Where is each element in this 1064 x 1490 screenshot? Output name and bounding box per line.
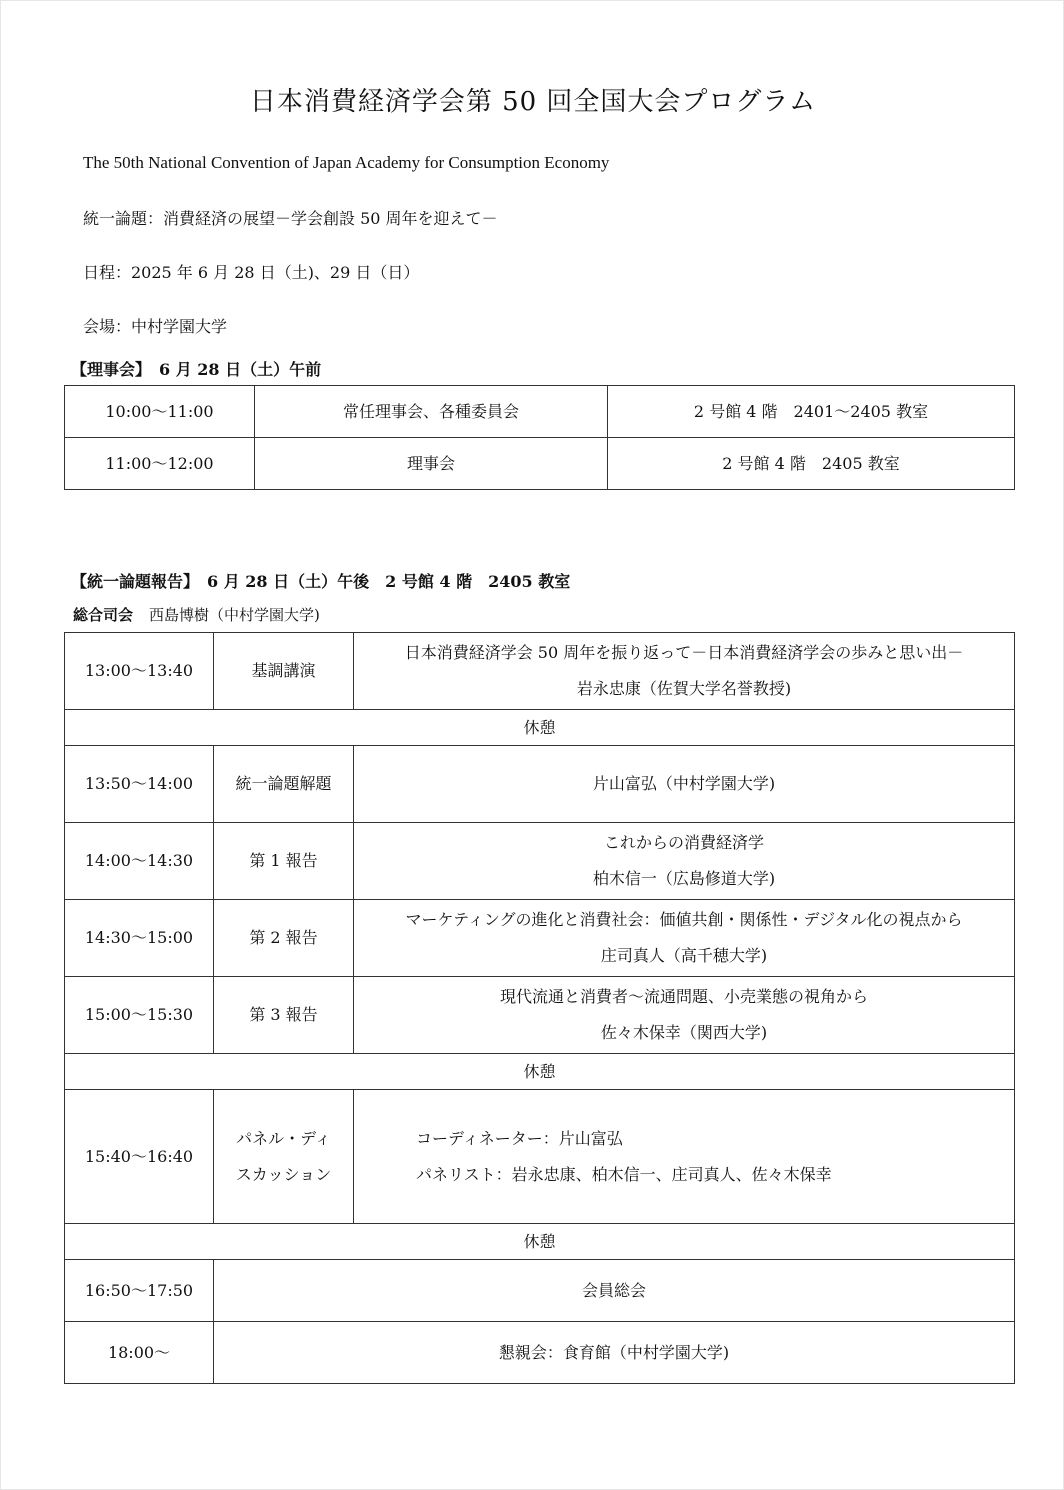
time-cell: 13:50～14:00 [65, 746, 214, 823]
break-cell: 休憩 [65, 1054, 1015, 1090]
label-cell: 第 2 報告 [214, 900, 354, 977]
dates-line: 日程：2025 年 6 月 28 日（土)、29 日（日） [83, 263, 420, 282]
label-cell: 第 3 報告 [214, 977, 354, 1054]
break-cell: 休憩 [65, 1224, 1015, 1260]
panel-label-line2: スカッション [235, 1164, 332, 1184]
table-row [65, 1090, 1015, 1224]
speaker-text: 庄司真人（高千穂大学) [600, 946, 768, 965]
topic-text: これからの消費経済学 [603, 833, 764, 852]
content-cell: 懇親会：食育館（中村学園大学) [214, 1322, 1015, 1384]
content-cell: 片山富弘（中村学園大学) [354, 746, 1015, 823]
speaker-text: 柏木信一（広島修道大学) [592, 869, 776, 888]
time-cell: 14:30～15:00 [65, 900, 214, 977]
report-heading: 【統一論題報告】 6 月 28 日（土）午後 2 号館 4 階 2405 教室 [71, 572, 571, 591]
table-row [65, 900, 1015, 977]
room-cell: 2 号館 4 階 2401～2405 教室 [608, 386, 1015, 438]
content-cell [354, 1090, 1015, 1224]
table-row [65, 1260, 1015, 1322]
page-title: 日本消費経済学会第 50 回全国大会プログラム [249, 87, 817, 117]
table-row [65, 1322, 1015, 1384]
venue-line: 会場：中村学園大学 [83, 317, 228, 336]
table-row [65, 438, 1015, 490]
table-row [65, 633, 1015, 710]
time-cell: 15:40～16:40 [65, 1090, 214, 1224]
content-cell [354, 900, 1015, 977]
table-row [65, 386, 1015, 438]
english-title: The 50th National Convention of Japan Academy for Consumption Economy [83, 153, 610, 172]
label-cell: 第 1 報告 [214, 823, 354, 900]
time-cell: 10:00～11:00 [65, 386, 255, 438]
time-cell: 13:00～13:40 [65, 633, 214, 710]
emcee-label: 総合司会 [73, 606, 134, 624]
break-cell: 休憩 [65, 710, 1015, 746]
label-cell: 統一論題解題 [214, 746, 354, 823]
content-cell [354, 977, 1015, 1054]
theme-line: 統一論題：消費経済の展望－学会創設 50 周年を迎えて－ [83, 209, 498, 228]
board-schedule-table [64, 385, 1015, 490]
table-row [65, 1224, 1015, 1260]
content-cell: 会員総会 [214, 1260, 1015, 1322]
label-cell: 基調講演 [214, 633, 354, 710]
time-cell: 14:00～14:30 [65, 823, 214, 900]
content-cell [354, 633, 1015, 710]
table-row [65, 1054, 1015, 1090]
topic-text: マーケティングの進化と消費社会：価値共創・関係性・デジタル化の視点から [405, 910, 963, 929]
room-cell: 2 号館 4 階 2405 教室 [608, 438, 1015, 490]
topic-text: 日本消費経済学会 50 周年を振り返って－日本消費経済学会の歩みと思い出－ [404, 643, 964, 662]
table-row [65, 710, 1015, 746]
panel-label-line1: パネル・ディ [236, 1128, 331, 1148]
emcee-name: 西島博樹（中村学園大学) [149, 606, 320, 624]
label-cell [214, 1090, 354, 1224]
time-cell: 18:00～ [65, 1322, 214, 1384]
table-row [65, 823, 1015, 900]
time-cell: 11:00～12:00 [65, 438, 255, 490]
time-cell: 16:50～17:50 [65, 1260, 214, 1322]
topic-text: 現代流通と消費者～流通問題、小売業態の視角から [499, 987, 868, 1006]
report-schedule-table [64, 632, 1015, 1384]
board-heading: 【理事会】 6 月 28 日（土）午前 [71, 360, 322, 379]
table-row [65, 746, 1015, 823]
panelists-text: パネリスト：岩永忠康、柏木信一、庄司真人、佐々木保幸 [416, 1164, 832, 1184]
speaker-text: 岩永忠康（佐賀大学名誉教授) [576, 679, 792, 698]
event-cell: 常任理事会、各種委員会 [255, 386, 608, 438]
speaker-text: 佐々木保幸（関西大学) [600, 1023, 768, 1042]
coordinator-text: コーディネーター：片山富弘 [416, 1128, 623, 1148]
emcee-line [73, 604, 320, 625]
table-row [65, 977, 1015, 1054]
content-cell [354, 823, 1015, 900]
time-cell: 15:00～15:30 [65, 977, 214, 1054]
event-cell: 理事会 [255, 438, 608, 490]
